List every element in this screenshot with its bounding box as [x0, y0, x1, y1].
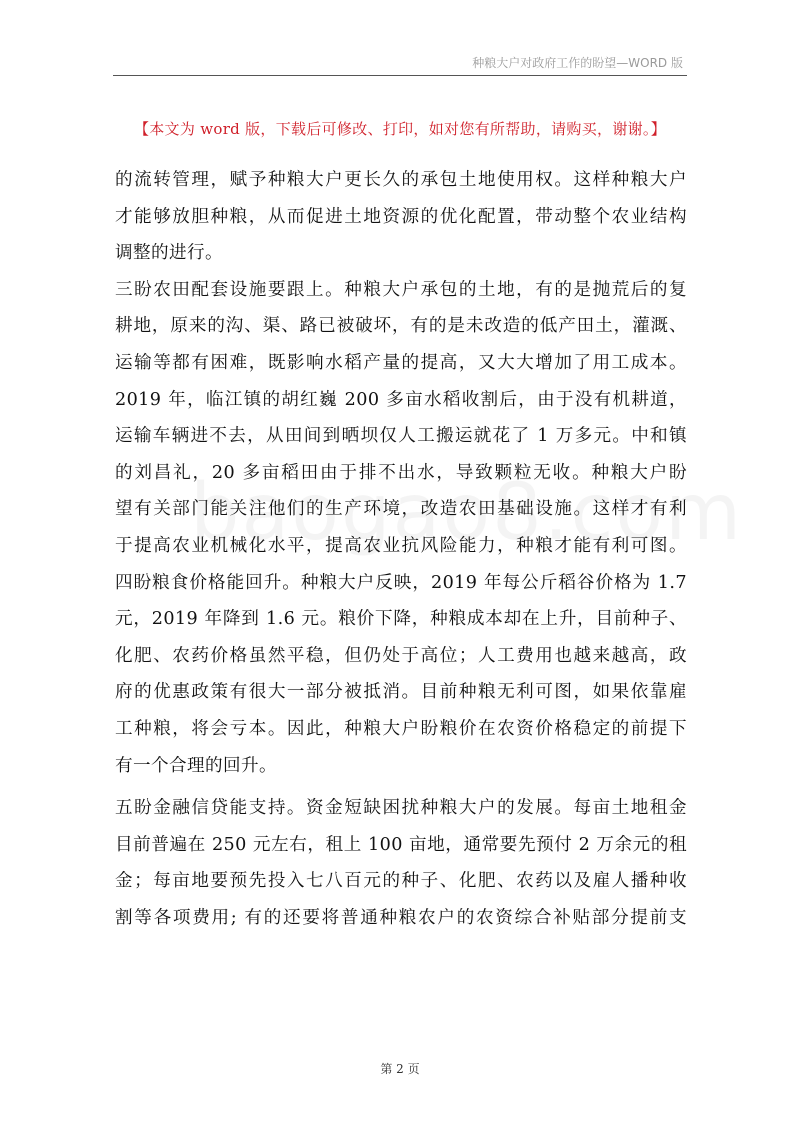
paragraph — [115, 790, 687, 936]
text-line: 调整的进行。 — [115, 243, 223, 264]
text-line: 望有关部门能关注他们的生产环境，改造农田基础设施。这样才有利 — [115, 499, 687, 520]
text-line: 运输车辆进不去，从田间到晒坝仅人工搬运就花了 1 万多元。中和镇 — [115, 426, 687, 447]
text-line: 耕地，原来的沟、渠、路已被破坏，有的是未改造的低产田土，灌溉、 — [115, 316, 687, 337]
text-line: 于提高农业机械化水平，提高农业抗风险能力，种粮才能有利可图。 — [115, 535, 687, 556]
paragraph — [115, 162, 687, 272]
text-line: 金；每亩地要预先投入七八百元的种子、化肥、农药以及雇人播种收 — [115, 871, 687, 892]
text-line: 府的优惠政策有很大一部分被抵消。目前种粮无利可图，如果依靠雇 — [115, 682, 687, 703]
paragraph — [115, 272, 687, 565]
text-line: 元，2019 年降到 1.6 元。粮价下降，种粮成本却在上升，目前种子、 — [115, 609, 687, 630]
paragraph — [115, 565, 687, 785]
text-line: 工种粮，将会亏本。因此，种粮大户盼粮价在农资价格稳定的前提下 — [115, 718, 687, 739]
text-line: 才能够放胆种粮，从而促进土地资源的优化配置，带动整个农业结构 — [115, 206, 687, 227]
text-line: 有一个合理的回升。 — [115, 755, 277, 776]
text-line: 2019 年，临江镇的胡红巍 200 多亩水稻收割后，由于没有机耕道， — [115, 389, 687, 410]
text-line: 的流转管理，赋予种粮大户更长久的承包土地使用权。这样种粮大户 — [115, 170, 687, 190]
text-line: 四盼粮食价格能回升。种粮大户反映，2019 年每公斤稻谷价格为 1.7 — [115, 572, 687, 593]
text-line: 化肥、农药价格虽然平稳，但仍处于高位；人工费用也越来越高，政 — [115, 645, 687, 666]
document-body — [115, 162, 687, 936]
page-number: 第 2 页 — [380, 1062, 420, 1076]
running-header-title: 种粮大户对政府工作的盼望—WORD 版 — [472, 56, 683, 70]
text-line: 的刘昌礼，20 多亩稻田由于排不出水，导致颗粒无收。种粮大户盼 — [115, 462, 687, 483]
header-divider — [113, 75, 687, 76]
download-notice: 【本文为 word 版，下载后可修改、打印，如对您有所帮助，请购买，谢谢。】 — [133, 120, 667, 138]
text-line: 五盼金融信贷能支持。资金短缺困扰种粮大户的发展。每亩土地租金 — [115, 798, 687, 819]
text-line: 割等各项费用; 有的还要将普通种粮农户的农资综合补贴部分提前支 — [115, 907, 687, 928]
text-line: 运输等都有困难，既影响水稻产量的提高，又大大增加了用工成本。 — [115, 352, 687, 373]
text-line: 三盼农田配套设施要跟上。种粮大户承包的土地，有的是抛荒后的复 — [115, 279, 687, 300]
text-line: 目前普遍在 250 元左右，租上 100 亩地，通常要先预付 2 万余元的租 — [115, 834, 687, 855]
